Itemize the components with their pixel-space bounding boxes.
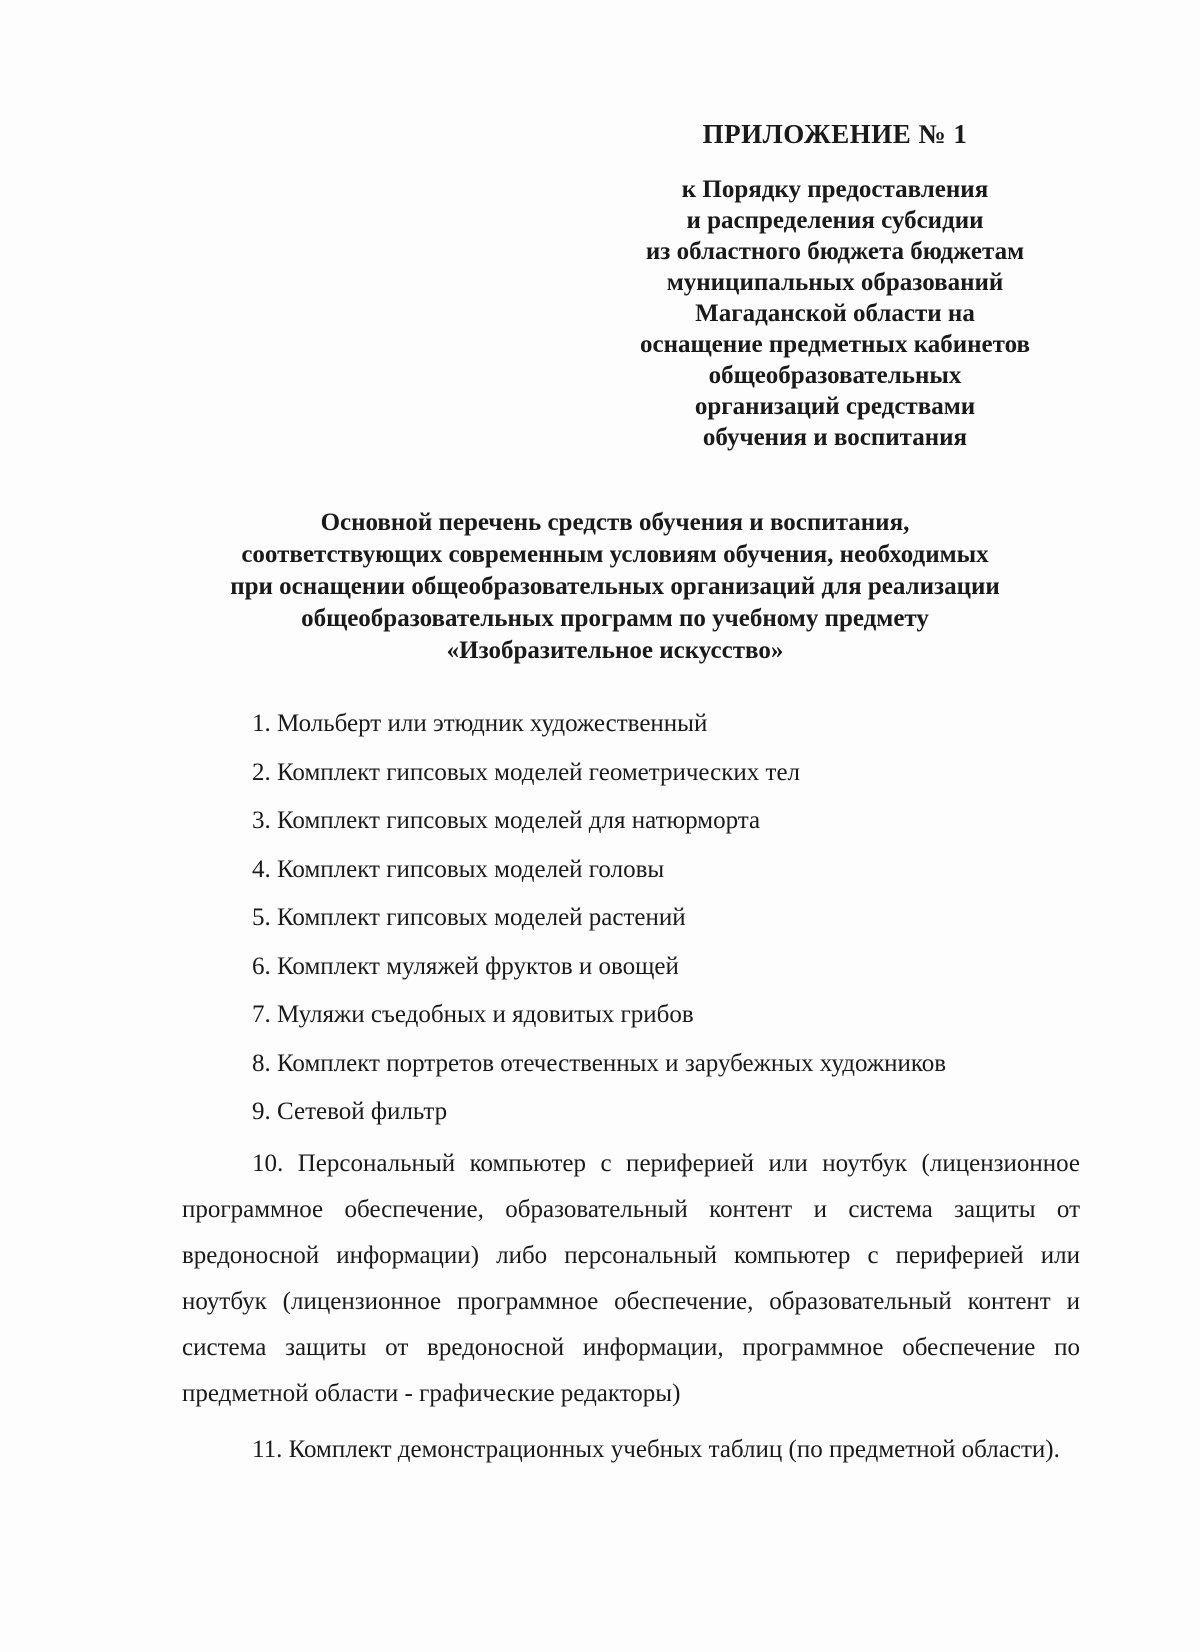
- heading-line: при оснащении общеобразовательных организаций для реализации: [230, 573, 1000, 600]
- items-list: [182, 700, 1080, 1473]
- list-item: 4. Комплект гипсовых моделей головы: [252, 855, 665, 883]
- appendix-title: ПРИЛОЖЕНИЕ № 1: [702, 119, 968, 149]
- heading-line: Основной перечень средств обучения и воспитания,: [320, 509, 910, 536]
- list-item-computer: 10. Персональный компьютер с периферией или ноутбук (лицензионное программное обеспечение, образовательный контент и система защиты от вредоносной информации) либо персональный компьютер с периферией или ноутбук (лицензионное программное обеспечение, образовательный контент и система защиты от вредоносной информации, программное обеспечение по предметной области - графические редакторы): [182, 1149, 1080, 1407]
- appendix-line: к Порядку предоставления: [681, 176, 989, 203]
- list-item: 9. Сетевой фильтр: [252, 1098, 448, 1125]
- heading-line: «Изобразительное искусство»: [446, 637, 784, 664]
- appendix-line: организаций средствами: [694, 393, 976, 420]
- appendix-line: Магаданской области на: [695, 300, 975, 327]
- list-item-tables: 11. Комплект демонстрационных учебных таблиц (по предметной области).: [252, 1435, 1060, 1463]
- appendix-line: из областного бюджета бюджетам: [645, 238, 1025, 265]
- heading-line: общеобразовательных программ по учебному предмету: [301, 605, 929, 632]
- appendix-line: муниципальных образований: [666, 269, 1004, 296]
- list-heading: [150, 507, 1080, 667]
- list-item: 7. Муляжи съедобных и ядовитых грибов: [252, 1001, 694, 1028]
- list-item: 1. Мольберт или этюдник художественный: [252, 710, 708, 737]
- list-item: 2. Комплект гипсовых моделей геометрических тел: [252, 758, 801, 786]
- appendix-line: оснащение предметных кабинетов: [640, 331, 1030, 358]
- list-item: 3. Комплект гипсовых моделей для натюрморта: [252, 807, 761, 834]
- appendix-line: и распределения субсидии: [686, 207, 984, 234]
- list-item: 8. Комплект портретов отечественных и зарубежных художников: [252, 1049, 947, 1077]
- appendix-line: общеобразовательных: [708, 362, 962, 389]
- appendix-line: обучения и воспитания: [702, 424, 968, 451]
- appendix-block: [590, 118, 1080, 453]
- list-item: 6. Комплект муляжей фруктов и овощей: [252, 952, 679, 980]
- list-item: 5. Комплект гипсовых моделей растений: [252, 904, 686, 931]
- heading-line: соответствующих современным условиям обучения, необходимых: [241, 541, 989, 568]
